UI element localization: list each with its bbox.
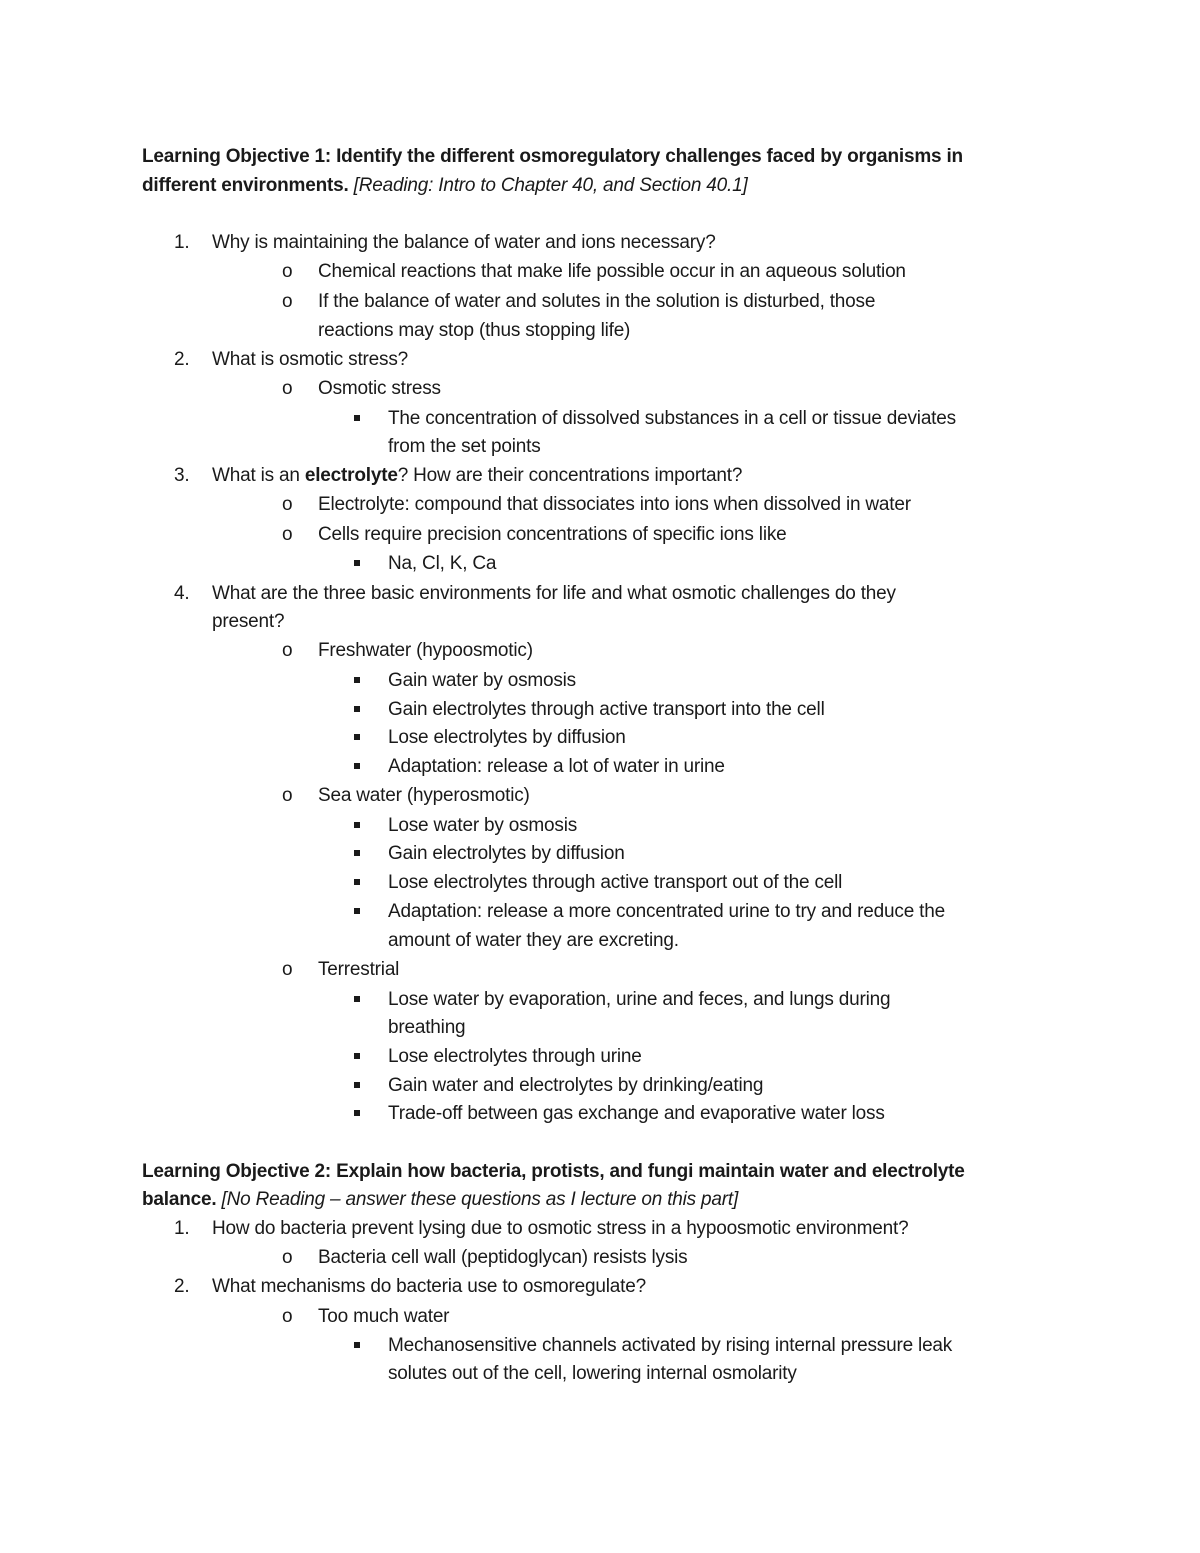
o2-q2-number: 2. [174, 1276, 190, 1297]
q2-answer-1: Osmotic stress [318, 378, 441, 399]
square-bullet-icon [354, 670, 360, 692]
circle-bullet-icon: o [282, 494, 293, 515]
q3-number: 3. [174, 465, 190, 486]
objective-1-heading-line1: Learning Objective 1: Identify the different osmoregulatory challenges faced by organisms in [142, 146, 963, 167]
seawater-label: Sea water (hyperosmotic) [318, 785, 530, 806]
o2-q1-text: How do bacteria prevent lysing due to osmotic stress in a hypoosmotic environment? [212, 1218, 909, 1239]
o2-q2-text: What mechanisms do bacteria use to osmoregulate? [212, 1276, 646, 1297]
seawater-item: Lose water by osmosis [388, 815, 578, 836]
seawater-adaptation-line1: Adaptation: release a more concentrated urine to try and reduce the [388, 901, 945, 922]
square-bullet-icon [354, 408, 360, 430]
objective-2-reading: [No Reading – answer these questions as I lecture on this part] [221, 1189, 739, 1210]
square-bullet-icon [354, 553, 360, 575]
q4-number: 4. [174, 583, 190, 604]
terrestrial-item: Gain water and electrolytes by drinking/eating [388, 1075, 764, 1096]
q3-answer-1: Electrolyte: compound that dissociates into ions when dissolved in water [318, 494, 911, 515]
circle-bullet-icon: o [282, 261, 293, 282]
o2-q1-answer: Bacteria cell wall (peptidoglycan) resists lysis [318, 1247, 688, 1268]
square-bullet-icon [354, 1103, 360, 1125]
square-bullet-icon [354, 901, 360, 923]
circle-bullet-icon: o [282, 785, 293, 806]
objective-1-heading-bold: different environments. [142, 175, 349, 196]
terrestrial-label: Terrestrial [318, 959, 400, 980]
freshwater-item: Gain electrolytes through active transport into the cell [388, 699, 825, 720]
terrestrial-item: Trade-off between gas exchange and evaporative water loss [388, 1103, 885, 1124]
seawater-adaptation-line2: amount of water they are excreting. [388, 930, 679, 951]
o2-q2-sub-answer-line1: Mechanosensitive channels activated by rising internal pressure leak [388, 1335, 953, 1356]
freshwater-item: Lose electrolytes by diffusion [388, 727, 626, 748]
square-bullet-icon [354, 727, 360, 749]
o2-q2-sub-answer-line2: solutes out of the cell, lowering internal osmolarity [388, 1363, 797, 1384]
q1-answer-2-line1: If the balance of water and solutes in the solution is disturbed, those [318, 291, 876, 312]
q3-text-pre: What is an [212, 465, 305, 486]
q4-text-line1: What are the three basic environments for life and what osmotic challenges do they [212, 583, 896, 604]
q1-answer-1: Chemical reactions that make life possible occur in an aqueous solution [318, 261, 906, 282]
square-bullet-icon [354, 843, 360, 865]
q2-sub-answer-line2: from the set points [388, 436, 541, 457]
square-bullet-icon [354, 699, 360, 721]
q4-text-line2: present? [212, 611, 285, 632]
square-bullet-icon [354, 815, 360, 837]
q3-text-post: ? How are their concentrations important? [397, 465, 743, 486]
terrestrial-item-line1: Lose water by evaporation, urine and feces, and lungs during [388, 989, 891, 1010]
q3-text [212, 465, 742, 487]
seawater-item: Lose electrolytes through active transport out of the cell [388, 872, 843, 893]
circle-bullet-icon: o [282, 959, 293, 980]
freshwater-label: Freshwater (hypoosmotic) [318, 640, 533, 661]
terrestrial-item: Lose electrolytes through urine [388, 1046, 642, 1067]
q3-answer-2: Cells require precision concentrations of specific ions like [318, 524, 787, 545]
square-bullet-icon [354, 1046, 360, 1068]
q2-text: What is osmotic stress? [212, 349, 409, 370]
q3-keyword-electrolyte: electrolyte [304, 465, 398, 486]
freshwater-item: Adaptation: release a lot of water in urine [388, 756, 725, 777]
square-bullet-icon [354, 756, 360, 778]
o2-q1-number: 1. [174, 1218, 190, 1239]
circle-bullet-icon: o [282, 524, 293, 545]
square-bullet-icon [354, 1075, 360, 1097]
seawater-item: Gain electrolytes by diffusion [388, 843, 625, 864]
q2-number: 2. [174, 349, 190, 370]
q2-sub-answer-line1: The concentration of dissolved substances in a cell or tissue deviates [388, 408, 956, 429]
square-bullet-icon [354, 989, 360, 1011]
q1-number: 1. [174, 232, 190, 253]
objective-1-reading: [Reading: Intro to Chapter 40, and Section 40.1] [353, 175, 748, 196]
o2-q2-answer: Too much water [318, 1306, 450, 1327]
q3-sub-answer: Na, Cl, K, Ca [388, 553, 497, 574]
terrestrial-item-line2: breathing [388, 1017, 466, 1038]
q1-answer-2-line2: reactions may stop (thus stopping life) [318, 320, 631, 341]
circle-bullet-icon: o [282, 1306, 293, 1327]
objective-2-heading-line2 [142, 1189, 738, 1211]
square-bullet-icon [354, 1335, 360, 1357]
objective-2-heading-bold: balance. [142, 1189, 217, 1210]
freshwater-item: Gain water by osmosis [388, 670, 576, 691]
objective-1-heading-line2 [142, 175, 748, 197]
circle-bullet-icon: o [282, 378, 293, 399]
circle-bullet-icon: o [282, 1247, 293, 1268]
square-bullet-icon [354, 872, 360, 894]
objective-2-heading-line1: Learning Objective 2: Explain how bacteria, protists, and fungi maintain water and electrolyte [142, 1161, 965, 1182]
circle-bullet-icon: o [282, 640, 293, 661]
q1-text: Why is maintaining the balance of water and ions necessary? [212, 232, 716, 253]
circle-bullet-icon: o [282, 291, 293, 312]
